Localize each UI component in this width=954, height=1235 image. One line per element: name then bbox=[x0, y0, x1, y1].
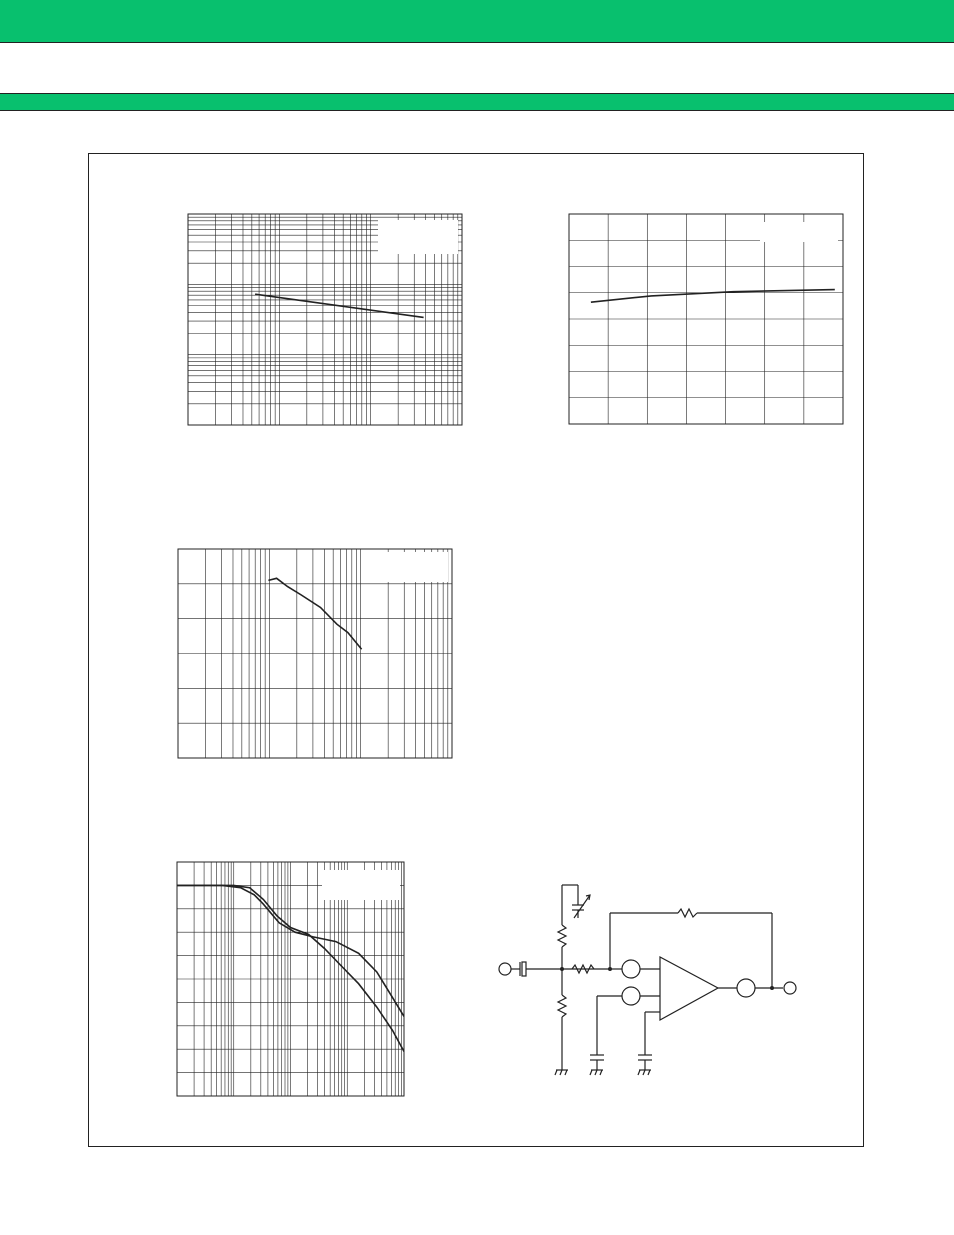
ground-symbols bbox=[555, 1070, 651, 1075]
resistor-bottom bbox=[558, 995, 566, 1017]
pin-noninverting bbox=[622, 987, 640, 1005]
output-terminal bbox=[784, 982, 796, 994]
op-amp-triangle bbox=[660, 957, 718, 1020]
resistor-feedback bbox=[678, 909, 697, 917]
resistor-top bbox=[558, 925, 566, 947]
pin-output bbox=[737, 979, 755, 997]
pin-inverting bbox=[622, 960, 640, 978]
input-terminal bbox=[499, 963, 511, 975]
